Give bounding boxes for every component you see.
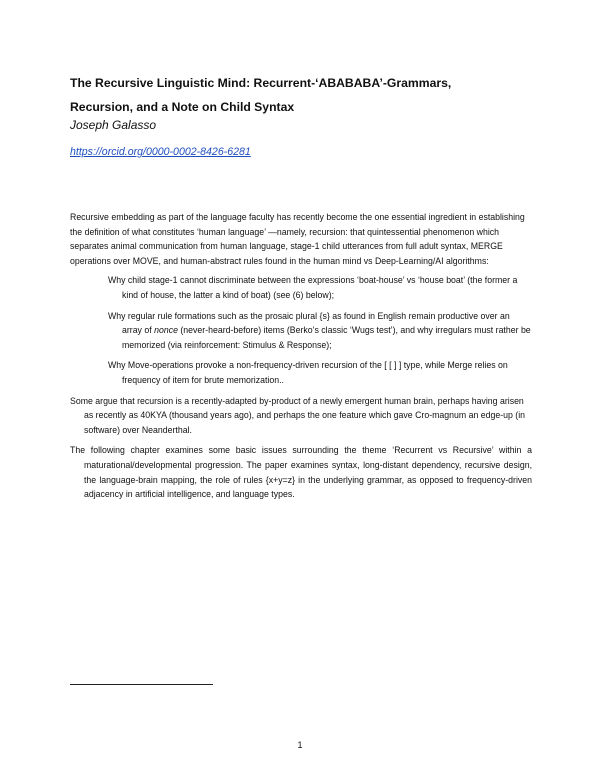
nonce-term: nonce (154, 325, 178, 336)
paragraph-chapter-summary: The following chapter examines some basic issues surrounding the theme ‘Recurrent vs Recursive’ within a maturational/developmental progression. The paper examines syntax, long-distant dependency, recursive design, the language-brain mapping, the role of rules {x+y=z} in the underlying grammar, as opposed to frequency-driven adjacency in artificial intelligence, and language types. (70, 445, 532, 500)
title-line-1: The Recursive Linguistic Mind: Recurrent-‘ABABABA’-Grammars, (70, 76, 452, 90)
list-item (108, 309, 532, 353)
author-name: Joseph Galasso (70, 118, 157, 132)
title-line-2: Recursion, and a Note on Child Syntax (70, 100, 295, 114)
intro-paragraph: Recursive embedding as part of the language faculty has recently become the one essential ingredient in establishing the definition of what constitutes ‘human language’ —namely, recursion: that quintessential phenomenon which separates animal communication from human language, stage-1 child utterances from full adult syntax, MERGE operations over MOVE, and human-abstract rules found in the human mind vs Deep-Learning/AI algorithms: (70, 212, 525, 266)
list-item-text: Why regular rule formations such as the prosaic plural {s} as found in English remain productive over an array of (108, 310, 510, 336)
paragraph-recursion-origin: Some argue that recursion is a recently-adapted by-product of a newly emergent human brain, perhaps having arisen as recently as 40KYA (thousand years ago), and perhaps the one feature which gave Cro-magnum an edge-up (in software) over Neanderthal. (70, 395, 526, 435)
page-number: 1 (297, 740, 303, 750)
footnote-divider (70, 684, 213, 685)
list-item: Why Move-operations provoke a non-frequency-driven recursion of the [ [ ] ] type, while Merge relies on frequency of item for brute memorization.. (108, 360, 508, 385)
page-title (70, 71, 550, 119)
bullet-list (108, 273, 532, 387)
list-item-text: (never-heard-before) items (Berko’s classic ‘Wugs test’), and why irregulars must rather be memorized (via reinforcement: Stimulus & Response); (122, 325, 531, 350)
orcid-link[interactable]: https://orcid.org/0000-0002-8426-6281 (70, 146, 251, 158)
abstract-body (70, 210, 532, 508)
list-item: Why child stage-1 cannot discriminate between the expressions ‘boat-house’ vs ‘house boat’ (the former a kind of house, the latter a kind of boat) (see (6) below); (108, 275, 518, 300)
